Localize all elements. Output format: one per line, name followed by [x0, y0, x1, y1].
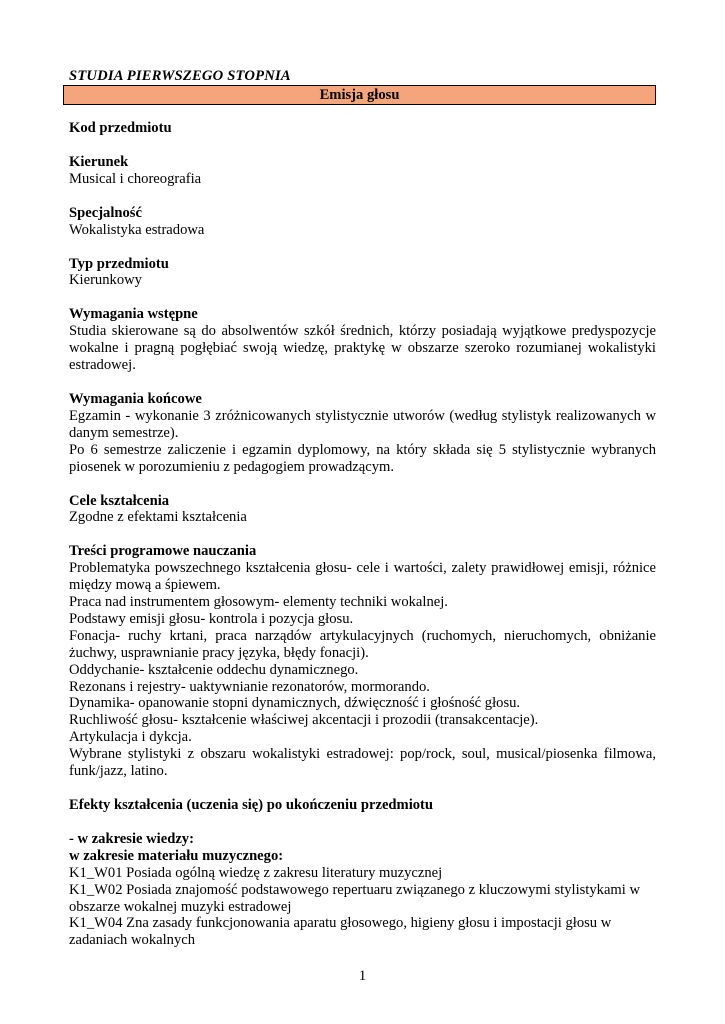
subject-title-bar: Emisja głosu [63, 85, 656, 105]
tresci-item: Rezonans i rejestry- uaktywnianie rezonatorów, mormorando. [69, 678, 430, 695]
document-body [69, 120, 656, 949]
tresci-item: Dynamika- opanowanie stopni dynamicznych, dźwięczność i głośność głosu. [69, 695, 521, 712]
kierunek-value: Musical i choreografia [69, 170, 202, 187]
efekty-item: K1_W04 Zna zasady funkcjonowania aparatu głosowego, higieny głosu i impostacji głosu w zadaniach wokalnych [69, 915, 612, 949]
cele-heading: Cele kształcenia [69, 492, 170, 509]
typ-value: Kierunkowy [69, 272, 142, 289]
wymagania-wstepne-heading: Wymagania wstępne [69, 306, 198, 323]
tresci-item: Problematyka powszechnego kształcenia głosu- cele i wartości, zalety prawidłowej emisji, różnice między mową a śpiewem. [69, 560, 656, 594]
wymagania-wstepne-text: Studia skierowane są do absolwentów szkół średnich, którzy posiadają wyjątkowe predyspozycje wokalne i pragną pogłębiać swoją wiedzę, praktykę w obszarze szeroko rozumianej wokalistyki estradowej. [69, 323, 656, 374]
efekty-item: K1_W01 Posiada ogólną wiedzę z zakresu literatury muzycznej [69, 864, 443, 881]
tresci-item: Wybrane stylistyki z obszaru wokalistyki estradowej: pop/rock, soul, musical/piosenka filmowa, funk/jazz, latino. [69, 746, 656, 780]
wymagania-koncowe-heading: Wymagania końcowe [69, 390, 202, 407]
specjalnosc-value: Wokalistyka estradowa [69, 221, 205, 238]
study-level-heading: STUDIA PIERWSZEGO STOPNIA [69, 68, 291, 84]
page-number: 1 [358, 968, 367, 984]
tresci-item: Artykulacja i dykcja. [69, 729, 192, 746]
tresci-item: Oddychanie- kształcenie oddechu dynamicznego. [69, 661, 359, 678]
wymagania-koncowe-para1: Egzamin - wykonanie 3 zróżnicowanych stylistycznie utworów (według stylistyk realizowanych w danym semestrze). [69, 407, 656, 441]
tresci-item: Ruchliwość głosu- kształcenie właściwej akcentacji i prozodii (transakcentacje). [69, 712, 539, 729]
efekty-sub-wiedza: - w zakresie wiedzy: [69, 830, 194, 847]
efekty-sub-material: w zakresie materiału muzycznego: [69, 847, 284, 864]
kod-heading: Kod przedmiotu [69, 120, 172, 136]
kierunek-heading: Kierunek [69, 153, 129, 170]
tresci-item: Praca nad instrumentem głosowym- elementy techniki wokalnej. [69, 594, 448, 611]
tresci-item: Fonacja- ruchy krtani, praca narządów artykulacyjnych (ruchomych, nieruchomych, obniżanie żuchwy, usprawnianie pracy języka, błędy fonacji). [69, 627, 656, 661]
tresci-item: Podstawy emisji głosu- kontrola i pozycja głosu. [69, 610, 354, 627]
efekty-heading: Efekty kształcenia (uczenia się) po ukończeniu przedmiotu [69, 797, 434, 813]
typ-heading: Typ przedmiotu [69, 255, 169, 272]
cele-value: Zgodne z efektami kształcenia [69, 509, 247, 526]
tresci-heading: Treści programowe nauczania [69, 543, 257, 560]
efekty-item: K1_W02 Posiada znajomość podstawowego repertuaru związanego z kluczowymi stylistykami w obszarze wokalnej muzyki estradowej [69, 881, 641, 915]
wymagania-koncowe-para2: Po 6 semestrze zaliczenie i egzamin dyplomowy, na który składa się 5 stylistycznie wybranych piosenek w porozumieniu z pedagogiem prowadzącym. [69, 441, 656, 475]
specjalnosc-heading: Specjalność [69, 204, 142, 221]
